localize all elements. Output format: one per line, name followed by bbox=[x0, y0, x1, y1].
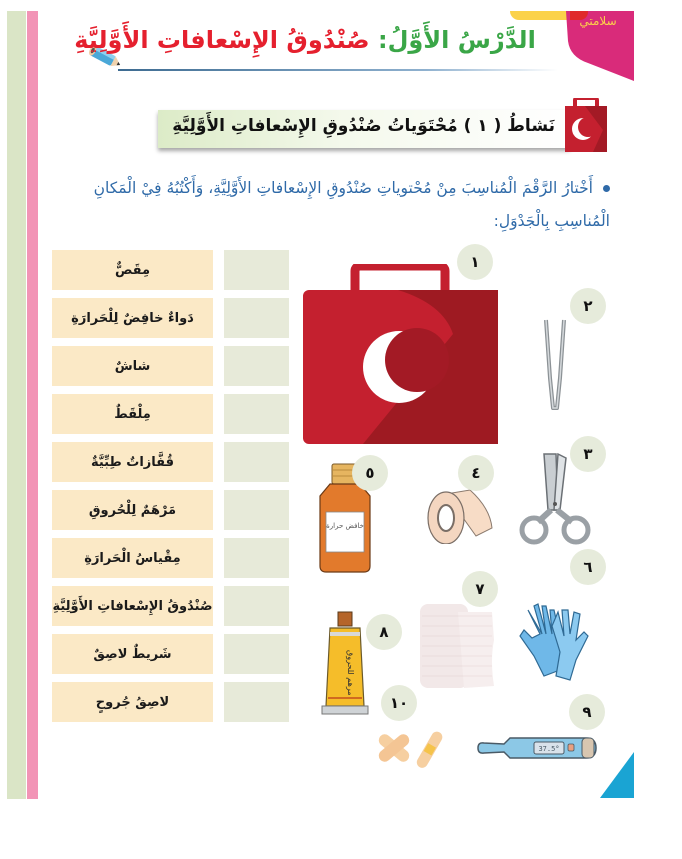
tweezers-icon bbox=[540, 318, 570, 410]
item-number-badge: ٥ bbox=[352, 455, 388, 491]
item-number-badge: ٤ bbox=[458, 455, 494, 491]
bullet-icon bbox=[603, 185, 610, 192]
item-number-badge: ٣ bbox=[570, 436, 606, 472]
burn-ointment-tube-icon bbox=[318, 610, 372, 716]
answer-field[interactable] bbox=[224, 298, 289, 338]
tube-label: مرهم للحروق bbox=[346, 650, 355, 696]
page-corner-decoration bbox=[600, 752, 634, 798]
table-row-label: شاشٌ bbox=[52, 346, 213, 386]
item-number-badge: ٩ bbox=[569, 694, 605, 730]
side-strip-pink bbox=[27, 11, 38, 799]
unit-label: سلامتي bbox=[579, 14, 617, 28]
table-row-label: لاصِقُ جُروحٍ bbox=[52, 682, 213, 722]
answer-field[interactable] bbox=[224, 634, 289, 674]
answer-field[interactable] bbox=[224, 250, 289, 290]
table-row-label: مِقْياسُ الْحَرارَةِ bbox=[52, 538, 213, 578]
answer-field[interactable] bbox=[224, 394, 289, 434]
answer-field[interactable] bbox=[224, 490, 289, 530]
page-title bbox=[70, 26, 540, 54]
lesson-number: الدَّرْسُ الأَوَّلُ: bbox=[377, 26, 536, 54]
answer-field[interactable] bbox=[224, 538, 289, 578]
first-aid-kit-image bbox=[303, 264, 498, 446]
title-underline bbox=[118, 69, 558, 71]
table-row-label: دَواءٌ خافِضٌ لِلْحَرارَةِ bbox=[52, 298, 213, 338]
first-aid-kit-icon bbox=[563, 98, 609, 154]
item-number-badge: ٧ bbox=[462, 571, 498, 607]
item-number-badge: ٦ bbox=[570, 549, 606, 585]
answer-field[interactable] bbox=[224, 442, 289, 482]
thermometer-icon bbox=[474, 734, 598, 762]
item-number-badge: ١٠ bbox=[381, 685, 417, 721]
answer-field[interactable] bbox=[224, 346, 289, 386]
bottle-label: خافض حرارة bbox=[326, 522, 364, 530]
side-strip-green bbox=[7, 11, 26, 799]
item-number-badge: ٨ bbox=[366, 614, 402, 650]
table-row-label: مِقَصٌّ bbox=[52, 250, 213, 290]
instructions-text: أَخْتارُ الرَّقْمَ الْمُناسِبَ مِنْ مُحْتوياتِ صُنْدُوقِ الإِسْعافاتِ الأَوَّلِيَّةِ، وَأَكْتُبُهُ فِيْ الْمَكانِ الْمُناسِبِ بِالْجَدْوَلِ: bbox=[93, 179, 610, 230]
thermometer-display: 37.5° bbox=[538, 745, 560, 753]
lesson-title: صُنْدُوقُ الإِسْعافاتِ الأَوَّلِيَّةِ bbox=[74, 26, 370, 54]
bandages-icon bbox=[374, 726, 446, 772]
answer-field[interactable] bbox=[224, 586, 289, 626]
table-row-label: مِلْقَطٌ bbox=[52, 394, 213, 434]
answer-field[interactable] bbox=[224, 682, 289, 722]
instructions bbox=[50, 172, 610, 238]
item-number-badge: ٢ bbox=[570, 288, 606, 324]
activity-title: نَشاطُ ( ١ ) مُحْتَوَياتُ صُنْدُوقِ الإِسْعافاتِ الأَوَّلِيَّةِ bbox=[172, 116, 555, 136]
adhesive-tape-icon bbox=[426, 488, 496, 544]
table-row-label: شَريطٌ لاصِقٌ bbox=[52, 634, 213, 674]
table-row-label: مَرْهَمٌ لِلْحُروقِ bbox=[52, 490, 213, 530]
gauze-icon bbox=[418, 600, 496, 692]
item-number-badge: ١ bbox=[457, 244, 493, 280]
table-row-label: صُنْدُوقُ الإِسْعافاتِ الأَوَّلِيَّةِ bbox=[52, 586, 213, 626]
medical-gloves-icon bbox=[518, 600, 590, 682]
table-row-label: قُفَّازاتٌ طِبِّيَّةٌ bbox=[52, 442, 213, 482]
